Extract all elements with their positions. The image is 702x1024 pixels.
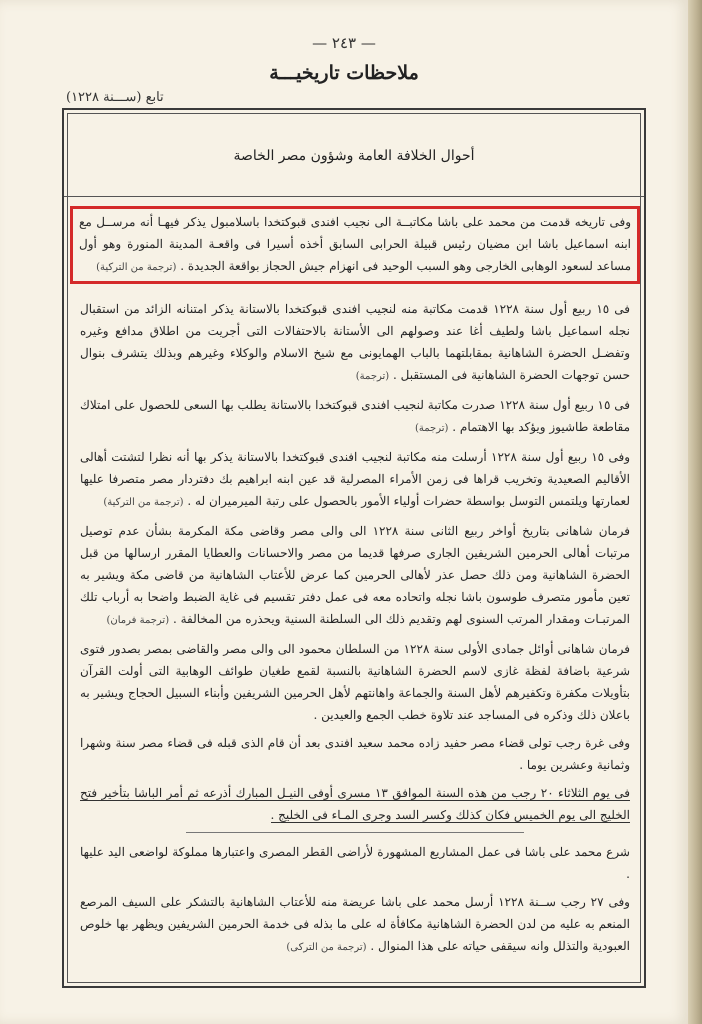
entry (74, 520, 636, 632)
entry (74, 446, 636, 514)
entry-note: (ترجمة) (415, 423, 449, 434)
entry (74, 394, 636, 440)
entries-list (74, 206, 636, 965)
entry (74, 298, 636, 388)
entry-underlined (74, 782, 636, 826)
entry (74, 891, 636, 959)
entry-text: وفى ١٥ ربيع أول سنة ١٢٢٨ أرسلت منه مكاتبة لنجيب افندى قبوكتخدا بالاستانة يذكر بها أنه نظرا لتشتت أهالى الأقاليم الصعيدية وتخريب قراها فى زمن الأمراء المصرلية قد عين ابنه ابراهيم بك دفتردار مصر متصرفا عليها لعمارتها ويلتمس التوسل بواسطة حضرات أولياء الأمور بالحصول على رتبة الميرميران له . (80, 450, 630, 508)
entry-note: (ترجمة فرمان) (106, 615, 170, 626)
entry (74, 732, 636, 776)
entry-text: وفى ٢٧ رجب ســنة ١٢٢٨ أرسل محمد على باشا عريضة منه للأعتاب الشاهانية بالتشكر على السيف المرصع المنعم به عليه من لدن الحضرة الشاهانية مكافأة له على ما بذله فى خدمة الحرمين الشريفين ويظهر بها خلوص العبودية والتذلل وانه سيقفى حياته على هذا المنوال . (80, 895, 630, 953)
entry-text: فرمان شاهانى أوائل جمادى الأولى سنة ١٢٢٨ من السلطان محمود الى والى مصر والقاضى بمصر بصدور فتوى شرعية باضافة لفظة غازى لاسم الحضرة الشاهانية بالنسبة لقمع طغيان طوائف الوهابية التى أولت القرآن بتأويلات مكفرة وتكفيرهم لأهل السنة والجماعة واهانتهم لأهل الحرمين الشريفين وأبناء السبيل الحجاج ويشير به باعلان ذلك وذكره فى المساجد عند تلاوة خطب الجمع والعيدين . (80, 642, 631, 722)
entry (74, 638, 636, 726)
entry-text: فى ١٥ ربيع أول سنة ١٢٢٨ قدمت مكاتبة منه لنجيب افندى قبوكتخدا بالاستانة يذكر امتنانه الزائد من استقبال نجله اسماعيل باشا ولطيف أغا عند وصولهم الى الأستانة بالاحتفالات التى أجريت من اطلاق مدافع وغيره وتفضـل الحضرة الشاهانية بمقابلتهما بالباب الهمايونى مع شيخ الاسلام والوكلاء وغيرهم وبذلك يتشرف بنوال حسن توجهات الحضرة الشاهانية فى المستقبل . (80, 302, 630, 382)
entry (74, 841, 636, 885)
continued-label: تابع (ســـنة ١٢٢٨) (66, 90, 164, 105)
page-number: — ٢٤٣ — (312, 34, 376, 52)
entry-note: (ترجمة) (355, 371, 390, 382)
entry-text: وفى غرة رجب تولى قضاء مصر حفيد زاده محمد سعيد افندى بعد أن قام الذى قبله فى قضاء مصر سنة وشهرا وثمانية وعشرين يوما . (80, 736, 630, 772)
running-title: ملاحظات تاريخيـــة (269, 62, 419, 84)
content-frame (62, 108, 646, 988)
entry-text: فى ١٥ ربيع أول سنة ١٢٢٨ صدرت مكاتبة لنجيب افندى قبوكتخدا بالاستانة يطلب بها السعى للحصول على امتلاك مقاطعة طاشيوز ويؤكد بها الاهتمام . (80, 398, 630, 434)
heading-rule (64, 196, 644, 197)
entry-note: (ترجمة من التركى) (286, 942, 367, 953)
entry-note: (ترجمة من التركية) (103, 497, 184, 508)
entry-note: (ترجمة من التركية) (96, 262, 177, 273)
entry-text: شرع محمد على باشا فى عمل المشاريع المشهورة لأراضى القطر المصرى واعتبارها مملوكة لواضعى اليد عليها . (80, 845, 630, 881)
entry-highlighted (70, 206, 640, 284)
divider (186, 832, 523, 833)
book-spine (688, 0, 702, 1024)
entry-text: فى يوم الثلاثاء ٢٠ رجب من هذه السنة الموافق ١٣ مسرى أوفى النيـل المبارك أذرعه ثم أمر الباشا بتأخير فتح الخليج الى يوم الخميس فكان كذلك وكسر السد وجرى المـاء فى الخليج . (80, 786, 630, 822)
section-heading: أحوال الخلافة العامة وشؤون مصر الخاصة (233, 148, 475, 164)
entry-text: وفى تاريخه قدمت من محمد على باشا مكاتبــة الى نجيب افندى قبوكتخدا باسلامبول يذكر فيهـا أنه مرســل مع ابنه اسماعيل باشا ابن مضيان رئيس قبيلة الحرابى السابق أخذه أسيرا فى واقعـة المدينة المنورة وهو أول مساعد لسعود الوهابى الخارجى وهو السبب الوحيد فى انهزام جيش الحجاز بواقعة الجديدة . (79, 215, 631, 273)
entry-text: فرمان شاهانى بتاريخ أواخر ربيع الثانى سنة ١٢٢٨ الى والى مصر وقاضى مكة المكرمة بشأن عدم توصيل مرتبات أهالى الحرمين الشريفين الجارى صرفها قديما من مصر والاحسانات والعطايا المقرر ارسالها من قبل الحضرة الشاهانية ومن ذلك حصل عذر لأهالى الحرمين كما عرض للأعتاب الشاهانية من قاضى مكة ويشير به تعين مأمور متصرف طوسون باشا نجله واتحاده معه فى عمل دفتر تقسيم فى غاية الضبط واضحا به أرباب تلك المرتبـات ومقدار المرتب السنوى لهم وتقديم ذلك الى السلطنة السنية ويحذره من المخالفة . (80, 524, 630, 626)
